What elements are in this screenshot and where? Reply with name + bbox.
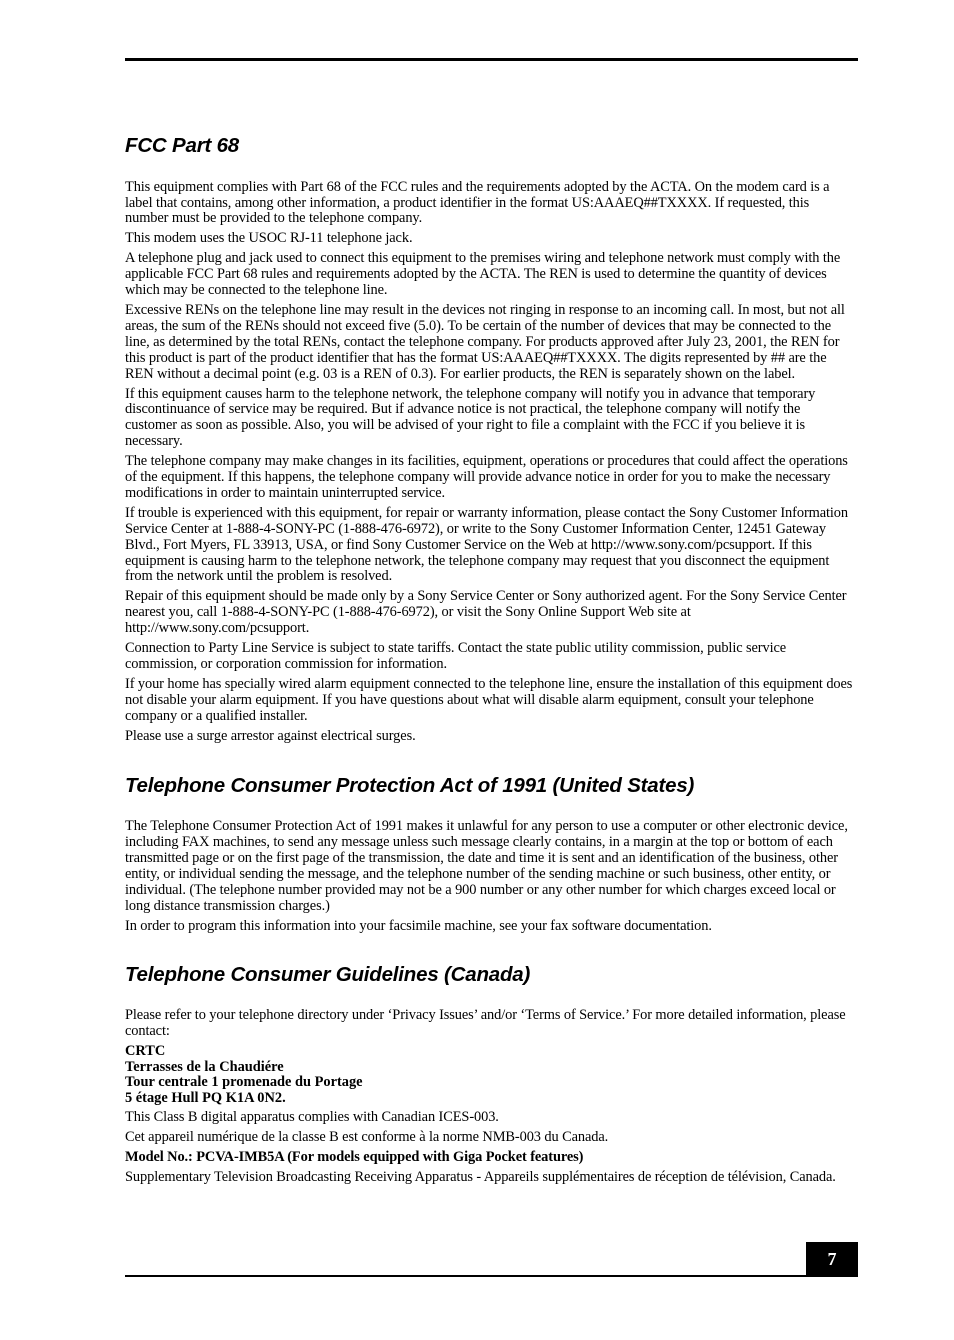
header-rule (125, 58, 858, 61)
fcc-heading: FCC Part 68 (125, 134, 240, 157)
fcc-paragraph: This equipment complies with Part 68 of the FCC rules and the requirements adopted by the ACTA. On the modem card is a label that contains, among other information, a product identifier in the format US:AAAEQ##TXXXX. If requested, this number must be provided to the telephone company. (125, 178, 830, 227)
canada-heading: Telephone Consumer Guidelines (Canada) (125, 962, 531, 986)
class-b-french: Cet appareil numérique de la classe B est conforme à la norme NMB-003 du Canada. (125, 1129, 609, 1146)
footer-rule (125, 1275, 858, 1277)
address-line: Terrasses de la Chaudiére (125, 1058, 284, 1075)
tcpa-heading: Telephone Consumer Protection Act of 1991 (United States) (125, 773, 695, 797)
page-content (125, 133, 855, 1190)
class-b-english: This Class B digital apparatus complies with Canadian ICES-003. (125, 1109, 499, 1126)
address-line: 5 étage Hull PQ K1A 0N2. (125, 1089, 286, 1106)
fcc-paragraph: Connection to Party Line Service is subject to state tariffs. Contact the state public utility commission, public service commission, or corporation commission for information. (125, 640, 787, 673)
fcc-paragraph: Repair of this equipment should be made only by a Sony Service Center or Sony authorized agent. For the Sony Service Center nearest you, call 1-888-4-SONY-PC (1-888-476-6972), or visit the Sony Online Support Web site at http://www.sony.com/pcsupport. (125, 588, 847, 637)
fcc-paragraph: This modem uses the USOC RJ-11 telephone jack. (125, 230, 413, 247)
tcpa-paragraph: The Telephone Consumer Protection Act of 1991 makes it unlawful for any person to use a computer or other electronic device, including FAX machines, to send any message unless such message clearly contains, in a margin at the top or bottom of each transmitted page or on the first page of the transmission, the date and time it is sent and an identification of the business, other entity, or individual sending the message, and the telephone number of the sending machine or such business, other entity, or individual. (The telephone number provided may not be a 900 number or any other number for which charges exceed local or long distance transmission charges.) (125, 818, 848, 914)
tcpa-paragraph: In order to program this information into your facsimile machine, see your fax software documentation. (125, 917, 712, 934)
supplementary-note: Supplementary Television Broadcasting Receiving Apparatus - Appareils supplémentaires de réception de télévision, Canada. (125, 1169, 836, 1186)
page-number: 7 (806, 1242, 858, 1277)
canada-intro: Please refer to your telephone directory under ‘Privacy Issues’ and/or ‘Terms of Service.’ For more detailed information, please contact: (125, 1007, 846, 1040)
fcc-paragraph: Please use a surge arrestor against electrical surges. (125, 727, 416, 744)
fcc-paragraph: A telephone plug and jack used to connect this equipment to the premises wiring and telephone network must comply with the applicable FCC Part 68 rules and requirements adopted by the ACTA. The REN is used to determine the quantity of devices which may be connected to the telephone line. (125, 250, 841, 299)
crtc-address (125, 1044, 855, 1106)
fcc-paragraph: If your home has specially wired alarm equipment connected to the telephone line, ensure the installation of this equipment does not disable your alarm equipment. If you have questions about what will disable alarm equipment, consult your telephone company or a qualified installer. (125, 675, 853, 724)
model-number: Model No.: PCVA-IMB5A (For models equipped with Giga Pocket features) (125, 1149, 584, 1166)
fcc-paragraph: If this equipment causes harm to the telephone network, the telephone company will notify you in advance that temporary discontinuance of service may be required. But if advance notice is not practical, the telephone company will notify the customer as soon as possible. Also, you will be advised of your right to file a complaint with the FCC if you believe it is necessary. (125, 385, 816, 450)
fcc-paragraph: If trouble is experienced with this equipment, for repair or warranty information, please contact the Sony Customer Information Service Center at 1-888-4-SONY-PC (1-888-476-6972), or write to the Sony Customer Information Center, 12451 Gateway Blvd., Fort Myers, FL 33913, USA, or find Sony Customer Service on the Web at http://www.sony.com/pcsupport. If this equipment is causing harm to the telephone network, the telephone company may request that you disconnect the equipment from the network until the problem is resolved. (125, 504, 849, 585)
fcc-paragraph: Excessive RENs on the telephone line may result in the devices not ringing in response to an incoming call. In most, but not all areas, the sum of the RENs should not exceed five (5.0). To be certain of the number of devices that may be connected to the line, as determined by the total RENs, contact the telephone company. For products approved after July 23, 2001, the REN for this product is part of the product identifier that has the format US:AAAEQ##TXXXX. The digits represented by ## are the REN without a decimal point (e.g. 03 is a REN of 0.3). For earlier products, the REN is separately shown on the label. (125, 301, 845, 382)
address-line: CRTC (125, 1042, 166, 1059)
address-line: Tour centrale 1 promenade du Portage (125, 1074, 363, 1091)
fcc-paragraph: The telephone company may make changes in its facilities, equipment, operations or procedures that could affect the operations of the equipment. If this happens, the telephone company will provide advance notice in order for you to make the necessary modifications in order to maintain uninterrupted service. (125, 453, 848, 501)
